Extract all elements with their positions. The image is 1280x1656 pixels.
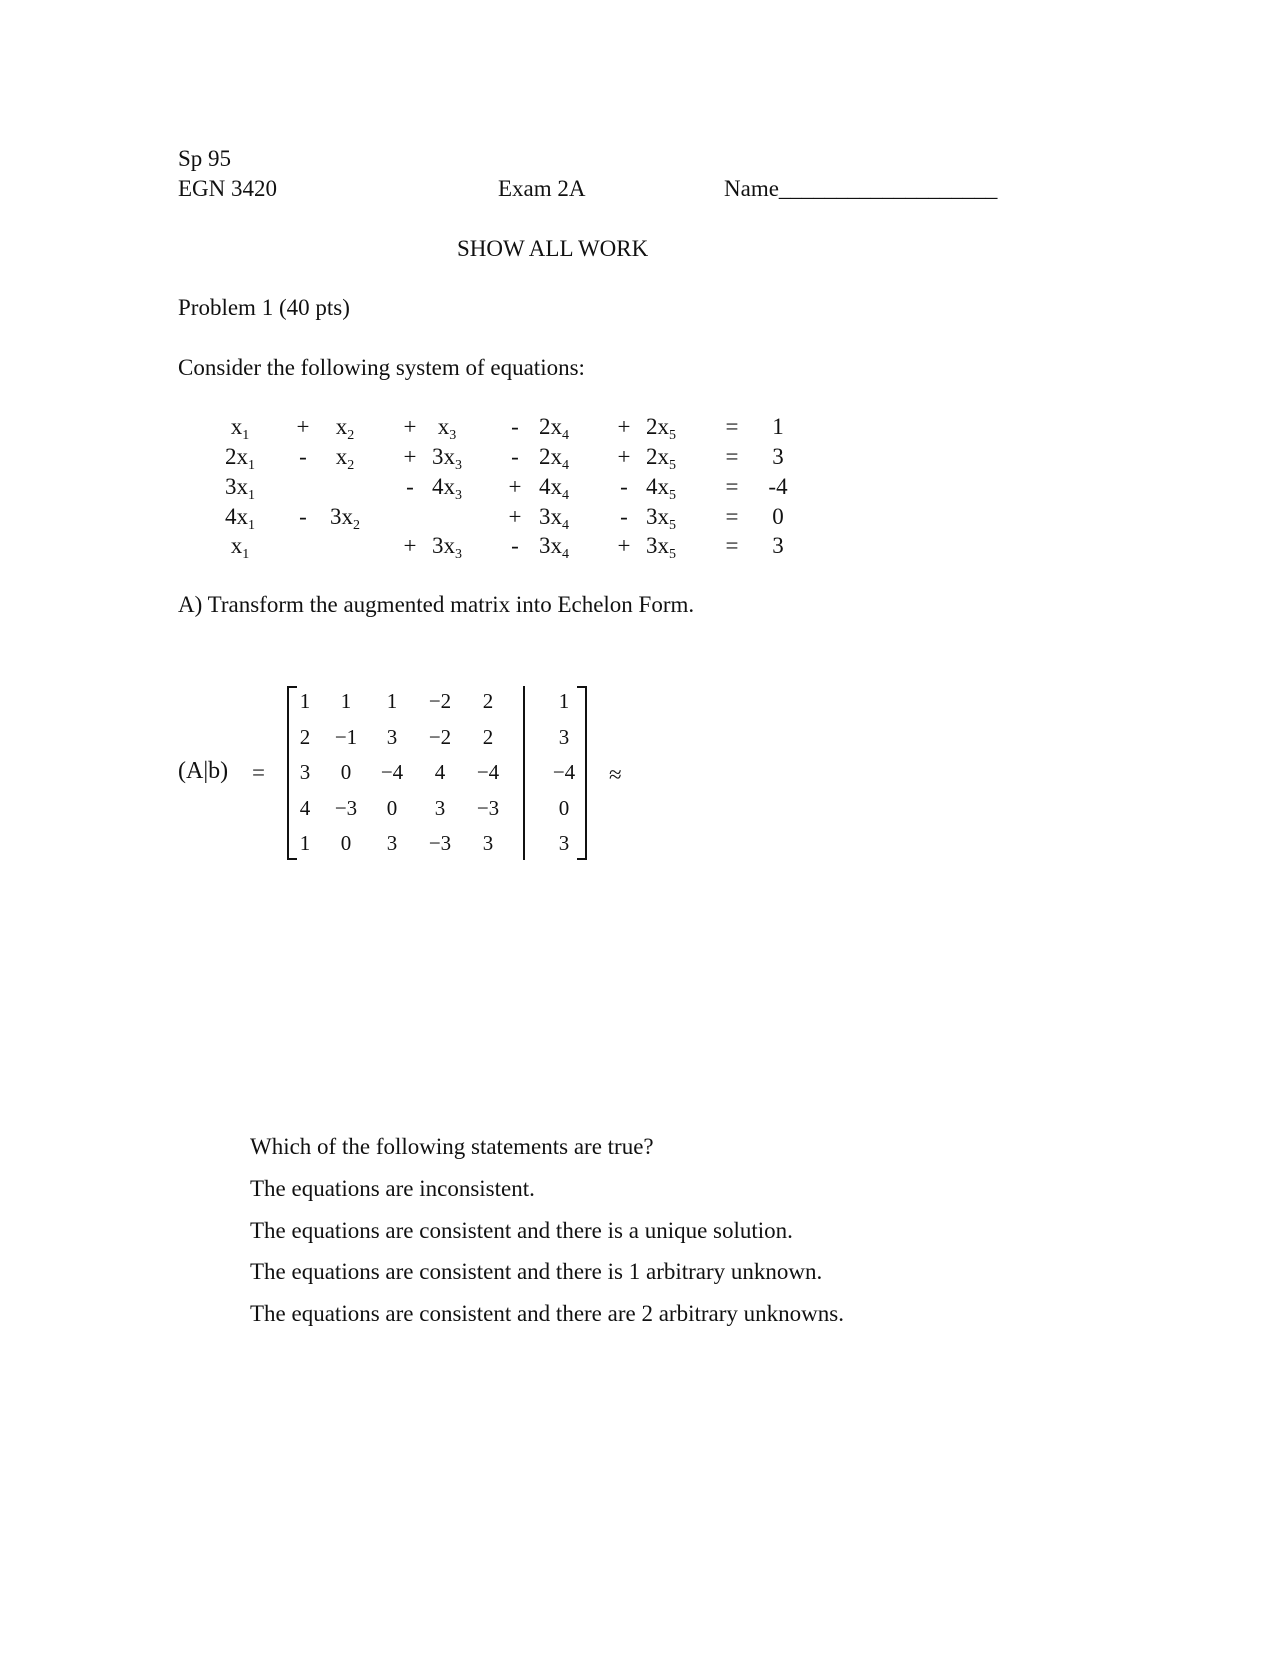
equation-term: $3x_2$ [330, 504, 360, 533]
augment-divider [523, 686, 525, 860]
answer-option: The equations are consistent and there is a unique solution. [250, 1218, 793, 1243]
matrix-cell: 3 [299, 760, 311, 784]
equation-term: $2x_5$ [646, 414, 676, 443]
equation-term: $x_3$ [437, 414, 457, 443]
equation-term: $x_2$ [335, 414, 355, 443]
problem-title: Problem 1 (40 pts) [178, 295, 350, 320]
equation-rhs: 3 [772, 533, 784, 558]
equation-term: $x_1$ [230, 414, 250, 443]
equation-operator: + [403, 444, 417, 469]
equation-term: $4x_1$ [225, 504, 255, 533]
matrix-cell: −3 [476, 796, 500, 820]
equation-operator: + [617, 533, 631, 558]
equation-operator: + [617, 414, 631, 439]
matrix-cell: 1 [299, 831, 311, 855]
equation-equals: = [725, 504, 739, 529]
equation-equals: = [725, 474, 739, 499]
equation-term: $x_2$ [335, 444, 355, 473]
problem-intro: Consider the following system of equations: [178, 355, 585, 380]
exam-label: Exam 2A [498, 176, 586, 201]
course-label: EGN 3420 [178, 176, 278, 201]
equation-operator: - [511, 414, 519, 439]
equation-operator: + [403, 414, 417, 439]
matrix-label: (A|b) [178, 758, 229, 784]
answer-option: The equations are consistent and there are 2 arbitrary unknowns. [250, 1301, 844, 1326]
equation-term: $2x_1$ [225, 444, 255, 473]
matrix-cell: 3 [482, 831, 494, 855]
answer-option: The equations are inconsistent. [250, 1176, 535, 1201]
matrix-cell: 3 [386, 725, 398, 749]
matrix-cell: 3 [386, 831, 398, 855]
matrix-cell: −2 [428, 689, 452, 713]
matrix-cell: 2 [299, 725, 311, 749]
equation-operator: - [511, 533, 519, 558]
equation-term: $3x_5$ [646, 533, 676, 562]
equation-term: $3x_4$ [539, 533, 569, 562]
matrix-cell: 1 [386, 689, 398, 713]
equation-operator: - [299, 504, 307, 529]
equation-equals: = [725, 444, 739, 469]
equation-term: $2x_4$ [539, 414, 569, 443]
matrix-cell: −1 [334, 725, 358, 749]
equation-operator: + [508, 474, 522, 499]
equation-rhs: -4 [768, 474, 788, 499]
equation-term: $x_1$ [230, 533, 250, 562]
equation-operator: - [511, 444, 519, 469]
matrix-cell: −3 [334, 796, 358, 820]
equation-operator: - [620, 504, 628, 529]
equation-operator: - [406, 474, 414, 499]
matrix-cell: 0 [386, 796, 398, 820]
equation-operator: - [620, 474, 628, 499]
equation-operator: + [617, 444, 631, 469]
part-a-prompt: A) Transform the augmented matrix into Echelon Form. [178, 592, 695, 617]
matrix-cell: 0 [340, 831, 352, 855]
equation-term: $2x_4$ [539, 444, 569, 473]
matrix-cell: 4 [299, 796, 311, 820]
instruction-heading: SHOW ALL WORK [457, 236, 649, 261]
matrix-cell: 2 [482, 725, 494, 749]
equation-operator: - [299, 444, 307, 469]
equation-rhs: 1 [772, 414, 784, 439]
matrix-cell: 0 [340, 760, 352, 784]
matrix-cell: −3 [428, 831, 452, 855]
equation-term: $4x_4$ [539, 474, 569, 503]
equation-equals: = [725, 414, 739, 439]
matrix-rhs-cell: 3 [558, 831, 570, 855]
equation-operator: + [403, 533, 417, 558]
equation-term: $3x_3$ [432, 533, 462, 562]
equation-rhs: 3 [772, 444, 784, 469]
matrix-cell: −2 [428, 725, 452, 749]
question-prompt: Which of the following statements are true? [250, 1134, 654, 1159]
matrix-cell: 1 [340, 689, 352, 713]
equation-term: $3x_4$ [539, 504, 569, 533]
equation-term: $3x_3$ [432, 444, 462, 473]
matrix-equals: = [252, 760, 265, 785]
equation-term: $2x_5$ [646, 444, 676, 473]
equation-term: $4x_5$ [646, 474, 676, 503]
matrix-cell: 4 [434, 760, 446, 784]
equation-term: $3x_1$ [225, 474, 255, 503]
equation-operator: + [508, 504, 522, 529]
matrix-cell: −4 [476, 760, 500, 784]
matrix-rhs-cell: 0 [558, 796, 570, 820]
name-field: Name___________________ [724, 176, 998, 201]
approx-sign: ≈ [609, 762, 622, 787]
equation-term: $3x_5$ [646, 504, 676, 533]
answer-option: The equations are consistent and there is 1 arbitrary unknown. [250, 1259, 823, 1284]
matrix-rhs-cell: 1 [558, 689, 570, 713]
equation-term: $4x_3$ [432, 474, 462, 503]
matrix-rhs-cell: −4 [552, 760, 576, 784]
equation-operator: + [296, 414, 310, 439]
equation-rhs: 0 [772, 504, 784, 529]
matrix-cell: 2 [482, 689, 494, 713]
matrix-cell: 3 [434, 796, 446, 820]
term-label: Sp 95 [178, 146, 232, 171]
matrix-rhs-cell: 3 [558, 725, 570, 749]
matrix-cell: −4 [380, 760, 404, 784]
equation-equals: = [725, 533, 739, 558]
matrix-cell: 1 [299, 689, 311, 713]
